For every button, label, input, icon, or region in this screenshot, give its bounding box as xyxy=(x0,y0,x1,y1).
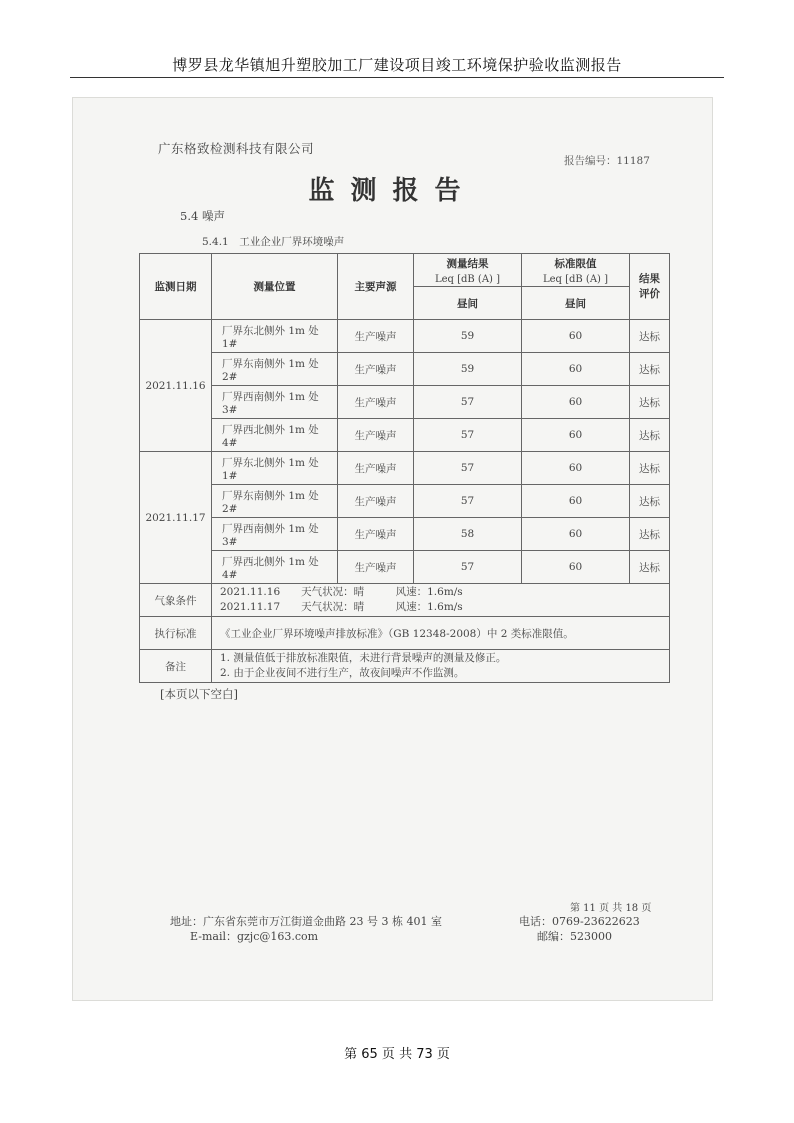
position-cell: 厂界东南侧外 1m 处 2# xyxy=(212,353,338,386)
evaluation-cell: 达标 xyxy=(630,353,670,386)
header-source: 主要声源 xyxy=(338,254,414,320)
noise-table xyxy=(139,253,670,683)
position-cell: 厂界西北侧外 1m 处 4# xyxy=(212,419,338,452)
limit-cell: 60 xyxy=(522,419,630,452)
result-cell: 57 xyxy=(414,386,522,419)
limit-cell: 60 xyxy=(522,551,630,584)
table-row xyxy=(140,485,670,518)
header-limit-unit: Leq [dB (A) ] xyxy=(542,273,609,285)
result-cell: 58 xyxy=(414,518,522,551)
limit-cell: 60 xyxy=(522,485,630,518)
remark-line-2: 2. 由于企业夜间不进行生产，故夜间噪声不作监测。 xyxy=(220,667,465,679)
evaluation-cell: 达标 xyxy=(630,518,670,551)
evaluation-cell: 达标 xyxy=(630,551,670,584)
result-cell: 57 xyxy=(414,452,522,485)
position-cell: 厂界西南侧外 1m 处 3# xyxy=(212,386,338,419)
header-evaluation: 结果 评价 xyxy=(630,254,670,320)
company-phone: 电话：0769-23622623 xyxy=(519,915,640,928)
source-cell: 生产噪声 xyxy=(338,551,414,584)
subsection-heading: 5.4.1 工业企业厂界环境噪声 xyxy=(202,236,345,248)
result-cell: 57 xyxy=(414,485,522,518)
header-position: 测量位置 xyxy=(212,254,338,320)
table-row xyxy=(140,452,670,485)
header-daytime-limit: 昼间 xyxy=(522,287,630,320)
company-name: 广东格致检测科技有限公司 xyxy=(158,141,315,156)
inner-page-number: 第 11 页 共 18 页 xyxy=(570,903,652,914)
table-row xyxy=(140,320,670,353)
header-date: 监测日期 xyxy=(140,254,212,320)
remarks-row xyxy=(140,650,670,683)
source-cell: 生产噪声 xyxy=(338,353,414,386)
limit-cell: 60 xyxy=(522,386,630,419)
table-row xyxy=(140,551,670,584)
scanned-report-page xyxy=(72,97,713,1001)
company-address: 地址：广东省东莞市万江街道金曲路 23 号 3 栋 401 室 xyxy=(170,915,442,928)
header-rule xyxy=(70,77,724,78)
header-limit xyxy=(522,254,630,287)
limit-cell: 60 xyxy=(522,452,630,485)
table-row xyxy=(140,386,670,419)
position-cell: 厂界西北侧外 1m 处 4# xyxy=(212,551,338,584)
source-cell: 生产噪声 xyxy=(338,518,414,551)
result-cell: 59 xyxy=(414,353,522,386)
date-cell: 2021.11.17 xyxy=(140,452,212,584)
limit-cell: 60 xyxy=(522,320,630,353)
report-title: 监测报告 xyxy=(308,176,477,206)
position-cell: 厂界东北侧外 1m 处 1# xyxy=(212,452,338,485)
source-cell: 生产噪声 xyxy=(338,485,414,518)
standard-text: 《工业企业厂界环境噪声排放标准》（GB 12348-2008）中 2 类标准限值。 xyxy=(212,617,670,650)
limit-cell: 60 xyxy=(522,353,630,386)
evaluation-cell: 达标 xyxy=(630,320,670,353)
page-footer: 第 65 页 共 73 页 xyxy=(344,1047,450,1062)
table-header-row xyxy=(140,254,670,287)
remarks-label: 备注 xyxy=(140,650,212,683)
result-cell: 59 xyxy=(414,320,522,353)
weather-row xyxy=(140,584,670,617)
evaluation-cell: 达标 xyxy=(630,452,670,485)
weather-details xyxy=(212,584,670,617)
remarks-details xyxy=(212,650,670,683)
weather-line-2: 2021.11.17 天气状况：晴 风速：1.6m/s xyxy=(220,601,463,613)
weather-line-1: 2021.11.16 天气状况：晴 风速：1.6m/s xyxy=(220,586,463,598)
evaluation-cell: 达标 xyxy=(630,485,670,518)
blank-below-note: [本页以下空白] xyxy=(160,687,238,701)
position-cell: 厂界东北侧外 1m 处 1# xyxy=(212,320,338,353)
source-cell: 生产噪声 xyxy=(338,452,414,485)
report-number: 报告编号：11187 xyxy=(564,155,650,167)
header-result xyxy=(414,254,522,287)
weather-label: 气象条件 xyxy=(140,584,212,617)
result-cell: 57 xyxy=(414,419,522,452)
header-daytime-result: 昼间 xyxy=(414,287,522,320)
evaluation-cell: 达标 xyxy=(630,386,670,419)
header-limit-label: 标准限值 xyxy=(554,257,597,270)
table-row xyxy=(140,419,670,452)
table-row xyxy=(140,518,670,551)
position-cell: 厂界东南侧外 1m 处 2# xyxy=(212,485,338,518)
standard-label: 执行标准 xyxy=(140,617,212,650)
standard-row xyxy=(140,617,670,650)
company-postcode: 邮编：523000 xyxy=(537,930,612,943)
source-cell: 生产噪声 xyxy=(338,320,414,353)
limit-cell: 60 xyxy=(522,518,630,551)
header-result-label: 测量结果 xyxy=(446,257,489,270)
company-email: E-mail：gzjc@163.com xyxy=(190,930,319,943)
date-cell: 2021.11.16 xyxy=(140,320,212,452)
result-cell: 57 xyxy=(414,551,522,584)
source-cell: 生产噪声 xyxy=(338,386,414,419)
evaluation-cell: 达标 xyxy=(630,419,670,452)
header-result-unit: Leq [dB (A) ] xyxy=(434,273,501,285)
section-heading: 5.4 噪声 xyxy=(180,209,225,223)
source-cell: 生产噪声 xyxy=(338,419,414,452)
remark-line-1: 1. 测量值低于排放标准限值，未进行背景噪声的测量及修正。 xyxy=(220,652,507,664)
table-row xyxy=(140,353,670,386)
document-header: 博罗县龙华镇旭升塑胶加工厂建设项目竣工环境保护验收监测报告 xyxy=(172,56,622,74)
position-cell: 厂界西南侧外 1m 处 3# xyxy=(212,518,338,551)
